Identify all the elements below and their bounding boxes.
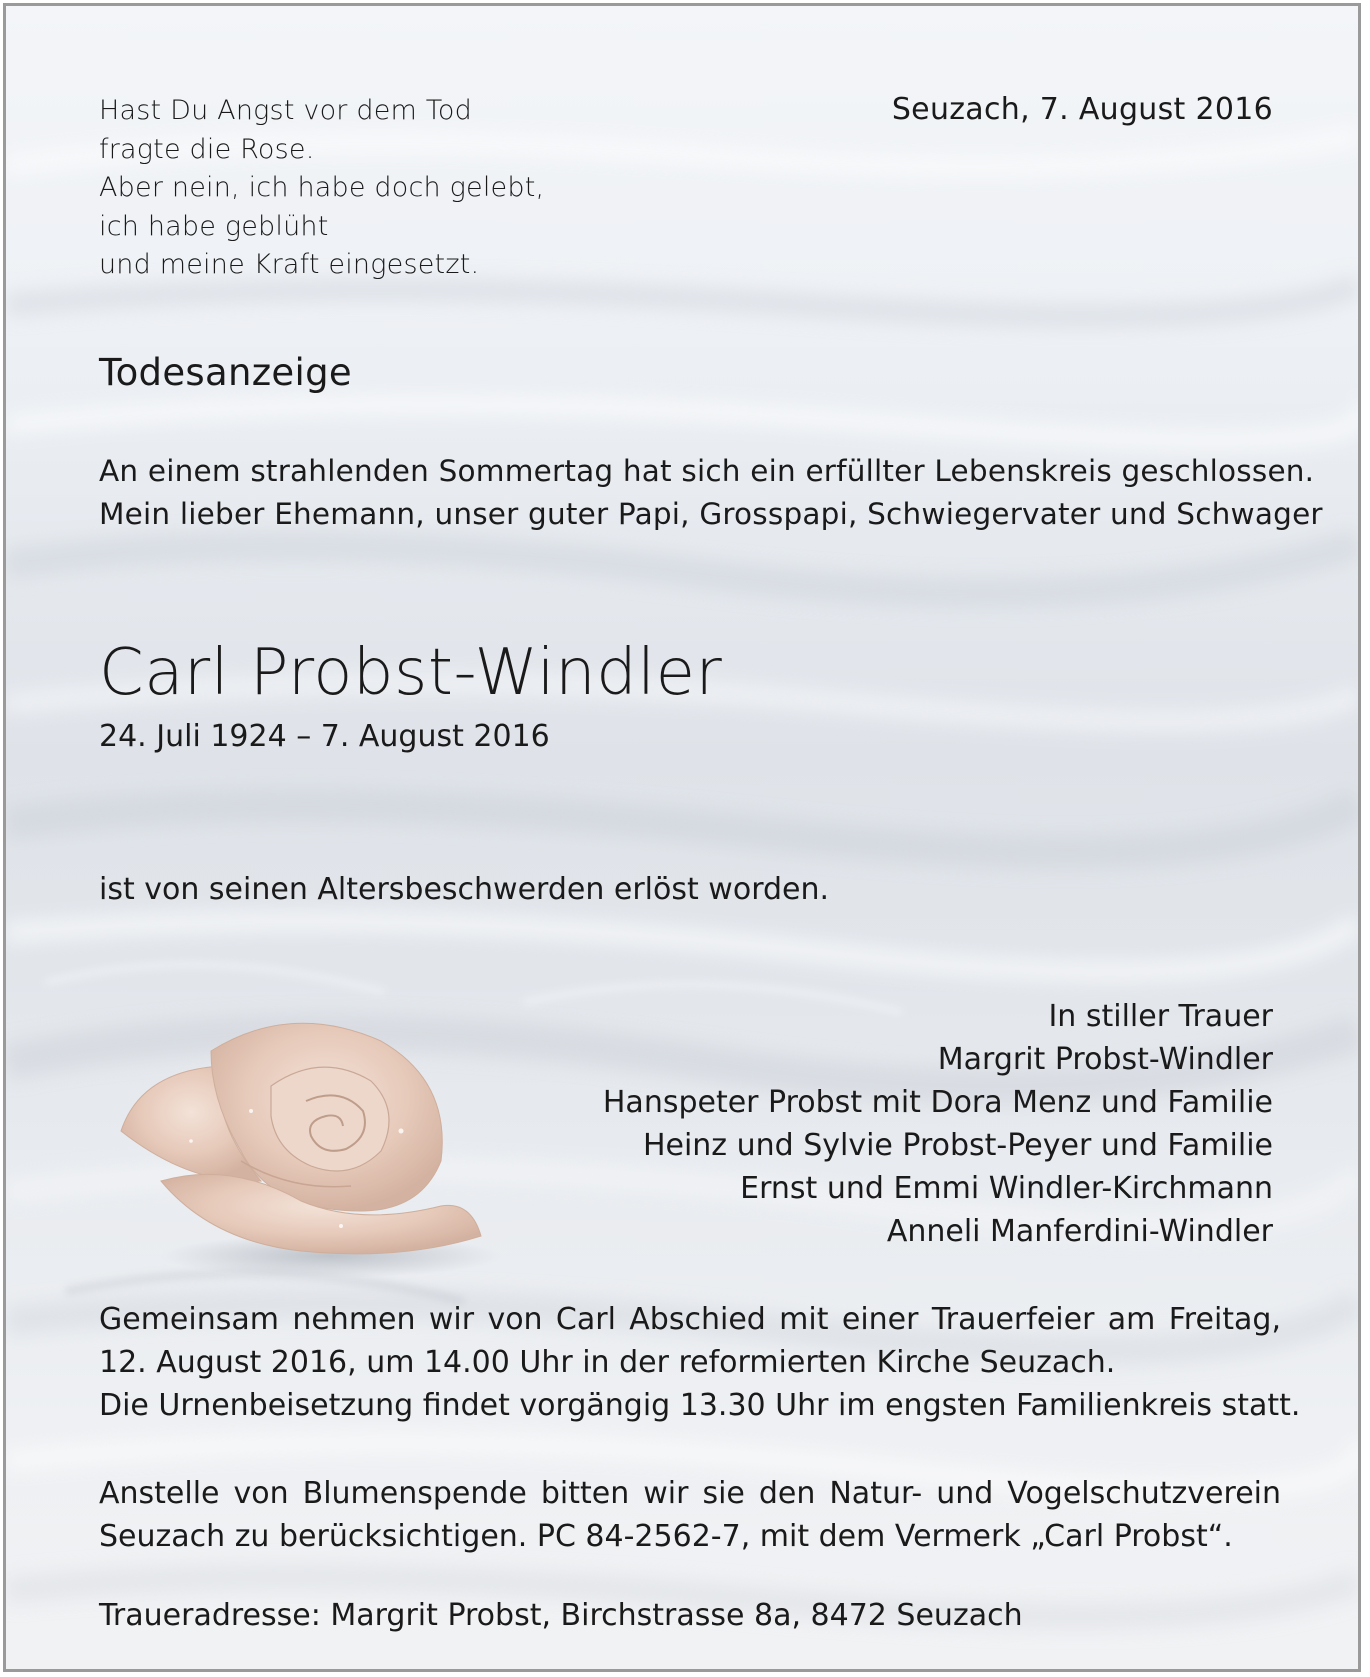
- ceremony-line: Gemeinsam nehmen wir von Carl Abschied mit einer Trauerfeier am Freitag,: [99, 1302, 1281, 1337]
- poem-line: und meine Kraft eingesetzt.: [99, 249, 480, 280]
- poem-line: Aber nein, ich habe doch gelebt,: [99, 172, 545, 203]
- donation-line: Anstelle von Blumenspende bitten wir sie den Natur- und Vogelschutzverein: [99, 1476, 1281, 1511]
- place-date: Seuzach, 7. August 2016: [891, 92, 1273, 127]
- ceremony-line: Die Urnenbeisetzung findet vorgängig 13.30 Uhr im engsten Familienkreis statt.: [99, 1388, 1301, 1423]
- mourning-address: Traueradresse: Margrit Probst, Birchstrasse 8a, 8472 Seuzach: [99, 1598, 1023, 1633]
- intro-text: [99, 450, 1323, 536]
- deceased-name: Carl Probst-Windler: [99, 636, 723, 710]
- mourners-intro: In stiller Trauer: [1048, 999, 1273, 1034]
- ceremony-info: [99, 1298, 1301, 1427]
- mourner-name: Anneli Manferdini-Windler: [886, 1214, 1273, 1249]
- mourner-name: Hanspeter Probst mit Dora Menz und Familie: [602, 1085, 1273, 1120]
- poem-line: Hast Du Angst vor dem Tod: [99, 95, 472, 126]
- poem-line: ich habe geblüht: [99, 210, 329, 242]
- release-text: ist von seinen Altersbeschwerden erlöst worden.: [99, 872, 830, 907]
- deceased-lifespan: 24. Juli 1924 – 7. August 2016: [99, 719, 550, 754]
- intro-line: An einem strahlenden Sommertag hat sich ein erfüllter Lebenskreis geschlossen.: [99, 454, 1315, 488]
- ceremony-line: 12. August 2016, um 14.00 Uhr in der reformierten Kirche Seuzach.: [99, 1345, 1116, 1380]
- notice-heading: Todesanzeige: [99, 351, 352, 394]
- donation-line: Seuzach zu berücksichtigen. PC 84-2562-7, mit dem Vermerk „Carl Probst“.: [99, 1519, 1233, 1554]
- rose-image: [101, 1011, 501, 1281]
- mourners-list: [603, 995, 1273, 1253]
- poem: [99, 92, 544, 285]
- mourner-name: Heinz und Sylvie Probst-Peyer und Familie: [642, 1128, 1273, 1163]
- mourner-name: Margrit Probst-Windler: [937, 1042, 1273, 1077]
- obituary-notice: [3, 3, 1361, 1672]
- poem-line: fragte die Rose.: [99, 133, 315, 165]
- intro-line: Mein lieber Ehemann, unser guter Papi, Grosspapi, Schwiegervater und Schwager: [99, 497, 1323, 531]
- donation-info: [99, 1472, 1281, 1558]
- mourner-name: Ernst und Emmi Windler-Kirchmann: [740, 1171, 1273, 1206]
